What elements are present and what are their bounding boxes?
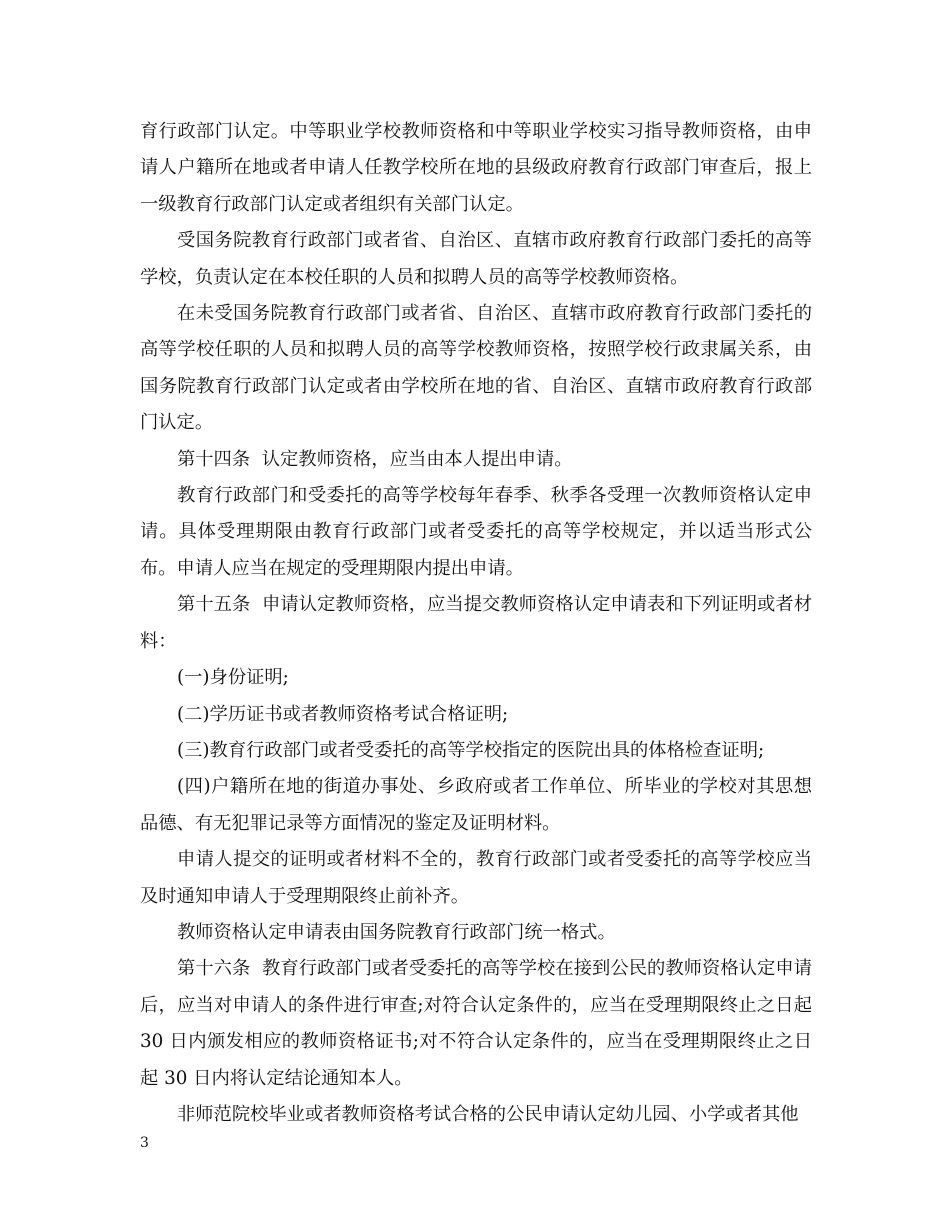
paragraph: 教师资格认定申请表由国务院教育行政部门统一格式。 — [177, 921, 616, 943]
article-heading-15: 第十五条 申请认定教师资格，应当提交教师资格认定申请表和下列证明或者材料： — [140, 594, 812, 652]
paragraph-continuation: 育行政部门认定。中等职业学校教师资格和中等职业学校实习指导教师资格，由申请人户籍所在地或者申请人任教学校所在地的县级政府教育行政部门审查后，报上一级教育行政部门认定或者组织有关部门认定。 — [140, 121, 812, 215]
paragraph: 在未受国务院教育行政部门或者省、自治区、直辖市政府教育行政部门委托的高等学校任职的人员和拟聘人员的高等学校教师资格，按照学校行政隶属关系，由国务院教育行政部门认定或者由学校所在地的省、自治区、直辖市政府教育行政部门认定。 — [140, 303, 812, 434]
list-item: (二)学历证书或者教师资格考试合格证明; — [177, 703, 509, 725]
article-heading-14: 第十四条 认定教师资格，应当由本人提出申请。 — [177, 448, 573, 470]
list-item: (四)户籍所在地的街道办事处、乡政府或者工作单位、所毕业的学校对其思想品德、有无犯罪记录等方面情况的鉴定及证明材料。 — [140, 776, 812, 834]
article-heading-16: 第十六条 教育行政部门或者受委托的高等学校在接到公民的教师资格认定申请后，应当对申请人的条件进行审查;对符合认定条件的，应当在受理期限终止之日起 30 日内颁发相应的教师资格证书;对不符合认定条件的，应当在受理期限终止之日起 30 日内将认定结论通知本人。 — [140, 958, 818, 1089]
paragraph: 受国务院教育行政部门或者省、自治区、直辖市政府教育行政部门委托的高等学校，负责认定在本校任职的人员和拟聘人员的高等学校教师资格。 — [140, 230, 812, 288]
paragraph: 申请人提交的证明或者材料不全的，教育行政部门或者受委托的高等学校应当及时通知申请人于受理期限终止前补齐。 — [140, 849, 812, 907]
paragraph: 非师范院校毕业或者教师资格考试合格的公民申请认定幼儿园、小学或者其他 — [177, 1103, 799, 1125]
page-number: 3 — [140, 1135, 149, 1151]
body-text — [140, 114, 818, 1133]
list-item: (三)教育行政部门或者受委托的高等学校指定的医院出具的体格检查证明; — [177, 739, 765, 761]
paragraph: 教育行政部门和受委托的高等学校每年春季、秋季各受理一次教师资格认定申请。具体受理期限由教育行政部门或者受委托的高等学校规定，并以适当形式公布。申请人应当在规定的受理期限内提出申请。 — [140, 485, 812, 579]
list-item: (一)身份证明; — [177, 667, 289, 689]
